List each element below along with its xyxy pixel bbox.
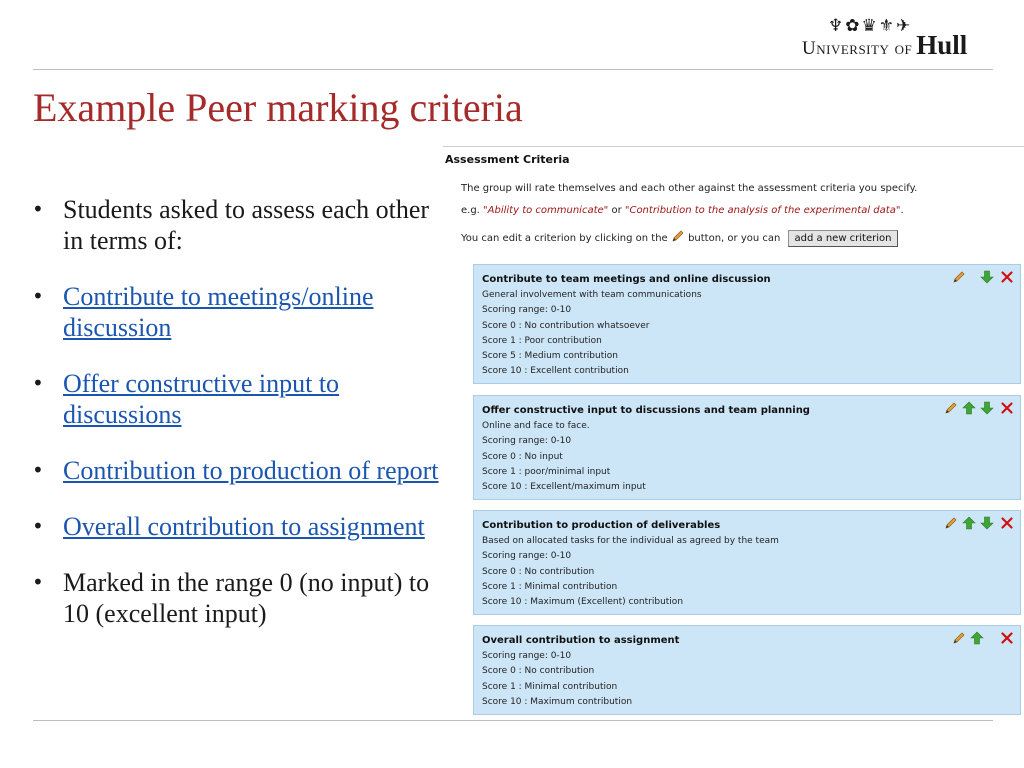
criterion-actions <box>936 516 1016 530</box>
eg-prefix: e.g. <box>461 205 484 216</box>
criterion-line: Scoring range: 0-10 <box>482 551 572 562</box>
criterion-card <box>473 625 1021 715</box>
bullet-text: Students asked to assess each other in terms of: <box>63 195 430 255</box>
bullet-link[interactable]: Contribute to meetings/online discussion <box>63 282 374 342</box>
close-icon[interactable] <box>1000 270 1014 284</box>
criterion-line: Scoring range: 0-10 <box>482 651 572 661</box>
logo-university: University of <box>802 38 913 59</box>
logo-hull: Hull <box>916 30 968 60</box>
criterion-line: Score 1 : Poor contribution <box>482 335 602 346</box>
criterion-line: Based on allocated tasks for the individual as agreed by the team <box>482 536 779 546</box>
criterion-line: General involvement with team communications <box>482 290 702 300</box>
criterion-line: Score 10 : Excellent/maximum input <box>482 482 646 493</box>
criterion-actions <box>936 631 1016 645</box>
assessment-criteria-panel <box>443 146 1024 720</box>
arrow-up-icon[interactable] <box>962 401 976 415</box>
criterion-line: Score 0 : No input <box>482 451 563 462</box>
criterion-line: Score 1 : Minimal contribution <box>482 681 618 692</box>
criterion-actions <box>936 270 1016 284</box>
criterion-title: Contribute to team meetings and online discussion <box>482 274 771 285</box>
arrow-down-icon[interactable] <box>980 270 994 284</box>
add-criterion-button[interactable]: add a new criterion <box>788 230 899 247</box>
crest-icon: ♆✿♛⚜✈ <box>828 16 913 36</box>
criterion-line: Score 5 : Medium contribution <box>482 351 618 362</box>
arrow-down-icon[interactable] <box>980 516 994 530</box>
criterion-line: Score 10 : Excellent contribution <box>482 366 629 377</box>
bullet-link[interactable]: Offer constructive input to discussions <box>63 369 340 429</box>
arrow-down-icon[interactable] <box>980 401 994 415</box>
criterion-line: Score 10 : Maximum contribution <box>482 696 633 707</box>
criterion-title: Overall contribution to assignment <box>482 635 680 646</box>
intro-text: The group will rate themselves and each other against the assessment criteria you specify. <box>461 183 918 194</box>
example-text <box>461 205 904 216</box>
bullet-item <box>30 455 450 486</box>
bullet-item <box>30 281 450 343</box>
eg-or: or <box>608 205 625 216</box>
edit-hint-before: You can edit a criterion by clicking on the <box>461 233 671 244</box>
close-icon[interactable] <box>1000 631 1014 645</box>
bullet-link[interactable]: Contribution to production of report <box>63 456 439 485</box>
close-icon[interactable] <box>1000 401 1014 415</box>
eg-example-1: "Ability to communicate" <box>483 205 609 216</box>
close-icon[interactable] <box>1000 516 1014 530</box>
pencil-icon[interactable] <box>944 516 958 530</box>
criterion-line: Scoring range: 0-10 <box>482 436 572 447</box>
criterion-line: Score 10 : Maximum (Excellent) contribution <box>482 597 684 608</box>
bullet-item <box>30 511 450 542</box>
top-divider <box>33 69 993 70</box>
criterion-line: Online and face to face. <box>482 421 590 431</box>
edit-hint-after: button, or you can <box>684 233 784 244</box>
bullet-item <box>30 194 450 256</box>
university-logo <box>798 16 998 60</box>
edit-hint <box>461 230 898 247</box>
criterion-line: Score 0 : No contribution <box>482 566 595 577</box>
panel-top-border <box>443 146 1024 147</box>
eg-suffix: . <box>900 205 904 216</box>
criterion-actions <box>936 401 1016 415</box>
assessment-heading: Assessment Criteria <box>445 153 570 166</box>
criterion-title: Offer constructive input to discussions and team planning <box>482 405 810 416</box>
pencil-icon[interactable] <box>944 401 958 415</box>
criterion-card <box>473 395 1021 500</box>
bullet-link[interactable]: Overall contribution to assignment <box>63 512 425 541</box>
criterion-line: Score 0 : No contribution <box>482 666 595 677</box>
pencil-icon[interactable] <box>952 631 966 645</box>
slide-title: Example Peer marking criteria <box>33 85 523 130</box>
bullet-text: Marked in the range 0 (no input) to 10 (excellent input) <box>63 568 430 628</box>
arrow-up-icon[interactable] <box>962 516 976 530</box>
criterion-card <box>473 510 1021 615</box>
bullet-item <box>30 567 450 629</box>
bullet-list <box>30 194 450 654</box>
criterion-line: Score 1 : Minimal contribution <box>482 581 618 592</box>
criterion-card <box>473 264 1021 384</box>
criterion-line: Score 1 : poor/minimal input <box>482 466 611 477</box>
pencil-icon[interactable] <box>952 270 966 284</box>
bullet-item <box>30 368 450 430</box>
bottom-divider <box>33 720 993 721</box>
eg-example-2: "Contribution to the analysis of the experimental data" <box>624 205 901 216</box>
criterion-line: Scoring range: 0-10 <box>482 305 572 316</box>
arrow-up-icon[interactable] <box>970 631 984 645</box>
logo-wordmark <box>802 30 967 61</box>
criterion-line: Score 0 : No contribution whatsoever <box>482 320 650 331</box>
criterion-title: Contribution to production of deliverables <box>482 520 721 531</box>
pencil-icon <box>671 230 685 242</box>
